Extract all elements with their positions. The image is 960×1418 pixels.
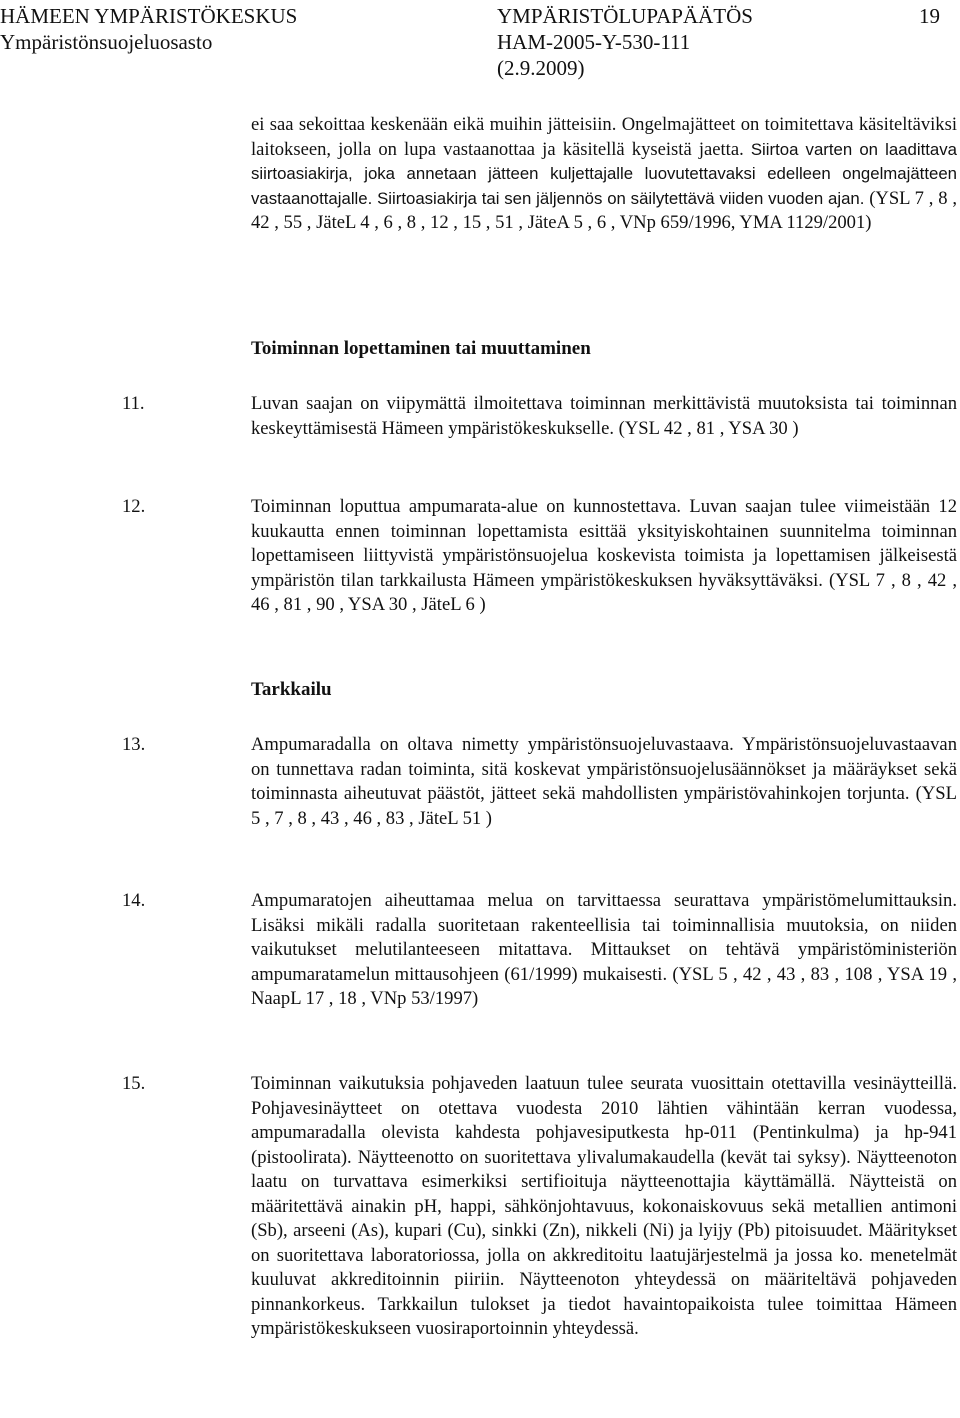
- item-number: 12.: [122, 496, 146, 517]
- document-date: (2.9.2009): [497, 56, 585, 80]
- item-number: 15.: [122, 1073, 146, 1094]
- list-item: [122, 889, 957, 1012]
- item-number: 11.: [122, 393, 145, 414]
- item-text: Luvan saajan on viipymättä ilmoitettava toiminnan merkittävistä muutoksista tai toiminnan keskeyttämisestä Hämeen ympäristökeskukselle. (YSL 42 , 81 , YSA 30 ): [251, 393, 957, 439]
- item-number: 13.: [122, 734, 146, 755]
- section-heading-monitoring: Tarkkailu: [251, 679, 332, 700]
- department-name: Ympäristönsuojeluosasto: [0, 30, 213, 54]
- intro-text-2: Siirtoa varten on laadittava siirtoasiakirja, joka annetaan jätteen kuljettajalle luovutettavaksi edelleen ongelmajätteen vastaanottajalle.: [251, 139, 957, 208]
- item-number: 14.: [122, 890, 146, 911]
- list-item: [122, 495, 957, 618]
- item-text: Ampumaratojen aiheuttamaa melua on tarvittaessa seurattava ympäristömelumittauksin. Lisäksi mikäli radalla suoritetaan rakenteellisia tai toiminnallisia muutoksia, on niiden vaikutukset melutilanteeseen mitattava. Mittaukset on tehtävä ympäristöministeriön ampumaratamelun mittausohjeen (61/1999) mukaisesti. (YSL 5 , 42 , 43 , 83 , 108 , YSA 19 , NaapL 17 , 18 , VNp 53/1997): [251, 890, 957, 1009]
- document-type: YMPÄRISTÖLUPAPÄÄTÖS: [497, 4, 753, 28]
- list-item: [122, 733, 957, 831]
- intro-text-3: Siirtoasiakirja tai sen jäljennös on säilytettävä viiden vuoden ajan.: [377, 188, 865, 208]
- list-item: [122, 392, 957, 441]
- item-text: Toiminnan loputtua ampumarata-alue on kunnostettava. Luvan saajan tulee viimeistään 12 kuukautta ennen toiminnan lopettamista esittää yksityiskohtainen suunnitelma toiminnan lopettamiseen liittyvistä ympäristönsuojelua koskevista toimista ja lopettamisen jälkeisestä ympäristön tilan tarkkailusta Hämeen ympäristökeskuksen hyväksyttäväksi. (YSL 7 , 8 , 42 , 46 , 81 , 90 , YSA 30 , JäteL 6 ): [251, 496, 957, 615]
- page-number: 19: [919, 4, 940, 28]
- item-text: Ampumaradalla on oltava nimetty ympäristönsuojeluvastaava. Ympäristönsuojeluvastaavan on tunnettava radan toiminta, sitä koskevat ympäristönsuojelusäännökset ja määräykset sekä toiminnasta aiheutuvat päästöt, jätteet sekä mahdollisten ympäristövahinkojen torjunta. (YSL 5 , 7 , 8 , 43 , 46 , 83 , JäteL 51 ): [251, 734, 957, 829]
- page-header: [0, 0, 960, 90]
- organization-name: HÄMEEN YMPÄRISTÖKESKUS: [0, 4, 298, 28]
- intro-paragraph: [251, 113, 957, 236]
- item-text: Toiminnan vaikutuksia pohjaveden laatuun tulee seurata vuosittain otettavilla vesinäytteillä. Pohjavesinäytteet on otettava vuodesta 2010 lähtien vähintään kerran vuodessa, ampumaradalla olevista kahdesta pohjavesiputkesta hp-011 (Pentinkulma) ja hp-941 (pistoolirata). Näytteenotto on suoritettava ylivalumakaudella (kevät tai syksy). Näytteenoton laatu on turvattava esimerkiksi sertifioituja näytteenottajia käyttämällä. Näytteistä on määritettävä ainakin pH, happi, sähkönjohtavuus, kokonaiskovuus sekä metallien antimoni (Sb), arseeni (As), kupari (Cu), sinkki (Zn), nikkeli (Ni) ja lyijy (Pb) pitoisuudet. Määritykset on suoritettava laboratoriossa, jolla on akkreditoitu laatujärjestelmä ja jossa ko. menetelmät kuuluvat akkreditoinnin piiriin. Näytteenoton yhteydessä on määriteltävä pohjaveden pinnankorkeus. Tarkkailun tulokset ja tiedot havaintopaikoista tulee toimittaa Hämeen ympäristökeskukseen vuosiraportoinnin yhteydessä.: [251, 1073, 957, 1339]
- intro-legal-references: (YSL 7 , 8 , 42 , 55 , JäteL 4 , 6 , 8 , 12 , 15 , 51 , JäteA 5 , 6 , VNp 659/1996, YMA 1129/2001): [251, 187, 957, 233]
- list-item: [122, 1072, 957, 1342]
- intro-text-1: ei saa sekoittaa keskenään eikä muihin jätteisiin. Ongelmajätteet on toimitettava käsiteltäviksi laitokseen, jolla on lupa vastaanottaa ja käsitellä kyseistä jaetta.: [251, 114, 957, 160]
- document-id: HAM-2005-Y-530-111: [497, 30, 691, 54]
- section-heading-termination: Toiminnan lopettaminen tai muuttaminen: [251, 338, 591, 359]
